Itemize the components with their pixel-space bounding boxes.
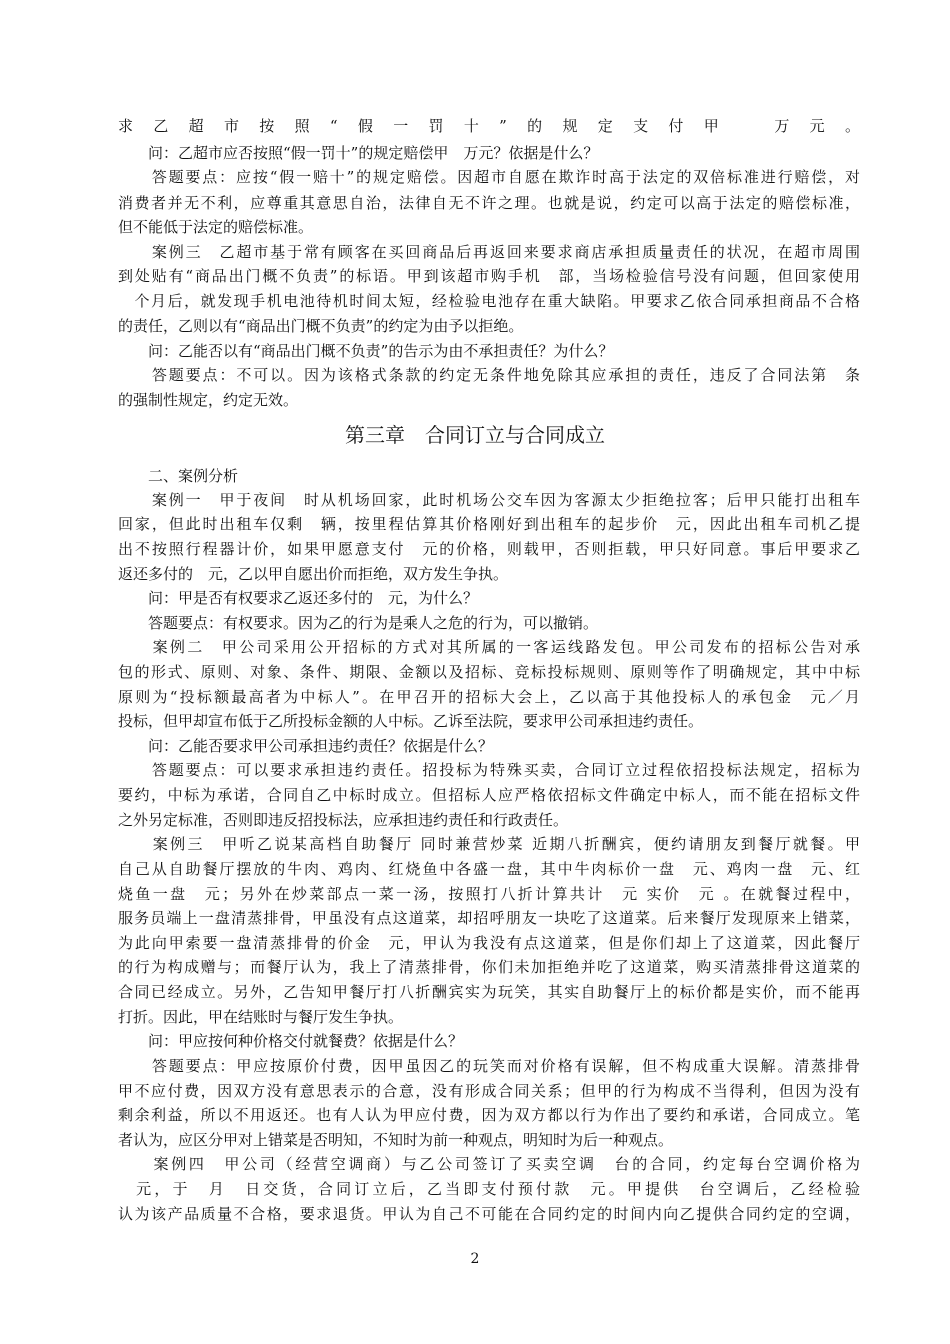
- text-line: 要约，中标为承诺，合同自乙中标时成立。但招标人应严格依招标文件确定中标人，而不能在招标文件: [118, 786, 860, 804]
- text-line: 打折。因此，甲在结账时与餐厅发生争执。: [118, 1008, 404, 1026]
- text-line: 消费者并无不利，应尊重其意思自治，法律自无不许之理。也就是说，约定可以高于法定的赔偿标准，: [118, 194, 860, 212]
- text-line: 合同已经成立。另外，乙告知甲餐厅打八折酬宾实为玩笑，其实自助餐厅上的标价都是实价，而不能再: [118, 983, 860, 1001]
- text-line: 烧鱼一盘 元；另外在炒菜部点一菜一汤，按照打八折计算共计 元 实价 元 。在就餐过程中，: [118, 885, 860, 903]
- text-line: 返还多付的 元，乙以甲自愿出价而拒绝，双方发生争执。: [118, 565, 509, 583]
- text-line: 元，于 月 日交货，合同订立后，乙当即支付预付款 元。甲提供 台空调后，乙经检验: [118, 1180, 860, 1198]
- text-line: 问：乙能否以有“商品出门概不负责”的告示为由不承担责任？为什么？: [118, 342, 614, 360]
- text-line: 的责任，乙则以有“商品出门概不负责”的约定为由予以拒绝。: [118, 317, 524, 335]
- text-line: 案例三 甲听乙说某高档自助餐厅 同时兼营炒菜 近期八折酬宾，便约请朋友到餐厅就餐。甲: [118, 835, 860, 853]
- text-line: 问：乙超市应否按照“假一罚十”的规定赔偿甲 万元？依据是什么？: [118, 144, 599, 162]
- text-line: 的行为构成赠与；而餐厅认为，我上了清蒸排骨，你们未加拒绝并吃了这道菜，购买清蒸排骨这道菜的: [118, 958, 860, 976]
- text-line: 案例二 甲公司采用公开招标的方式对其所属的一客运线路发包。甲公司发布的招标公告对承: [118, 638, 860, 656]
- text-line: 问：甲是否有权要求乙返还多付的 元，为什么？: [118, 589, 479, 607]
- section-heading: 二、案例分析: [118, 467, 239, 485]
- text-line: 为此向甲索要一盘清蒸排骨的价金 元，甲认为我没有点这道菜，但是你们却上了这道菜，因此餐厅: [118, 934, 860, 952]
- text-line: 服务员端上一盘清蒸排骨，甲虽没有点这道菜，却招呼朋友一块吃了这道菜。后来餐厅发现原来上错菜，: [118, 909, 860, 927]
- text-line: 回家，但此时出租车仅剩 辆，按里程估算其价格刚好到出租车的起步价 元，因此出租车司机乙提: [118, 515, 860, 533]
- text-line: 的强制性规定，约定无效。: [118, 391, 299, 409]
- text-line: 包的形式、原则、对象、条件、期限、金额以及招标、竞标投标规则、原则等作了明确规定，其中中标: [118, 663, 860, 681]
- text-line: 问：乙能否要求甲公司承担违约责任？依据是什么？: [118, 737, 494, 755]
- text-line: 者认为，应区分甲对上错菜是否明知，不知时为前一种观点，明知时为后一种观点。: [118, 1131, 674, 1149]
- text-line: 案例四 甲公司（经营空调商）与乙公司签订了买卖空调 台的合同，约定每台空调价格为: [118, 1155, 860, 1173]
- text-line: 个月后，就发现手机电池待机时间太短，经检验电池存在重大缺陷。甲要求乙依合同承担商品不合格: [118, 292, 860, 310]
- chapter-title: 第三章 合同订立与合同成立: [345, 423, 605, 447]
- text-line: 答题要点：可以要求承担违约责任。招投标为特殊买卖，合同订立过程依招投标法规定，招标为: [118, 761, 860, 779]
- text-line: 到处贴有“商品出门概不负责”的标语。甲到该超市购手机 部，当场检验信号没有问题，但回家使用: [118, 267, 860, 285]
- text-line: 甲不应付费，因双方没有意思表示的合意，没有形成合同关系；但甲的行为构成不当得利，但因为没有: [118, 1082, 860, 1100]
- text-line: 认为该产品质量不合格，要求退货。甲认为自己不可能在合同约定的时间内向乙提供合同约定的空调，: [118, 1205, 860, 1223]
- text-line: 剩余利益，所以不用返还。也有人认为甲应付费，因为双方都以行为作出了要约和承诺，合同成立。笔: [118, 1106, 860, 1124]
- text-line: 但不能低于法定的赔偿标准。: [118, 218, 314, 236]
- text-line: 自己从自助餐厅摆放的牛肉、鸡肉、红烧鱼中各盛一盘，其中牛肉标价一盘 元、鸡肉一盘 元、红: [118, 860, 860, 878]
- text-line: 案例一 甲于夜间 时从机场回家，此时机场公交车因为客源太少拒绝拉客；后甲只能打出租车: [118, 491, 860, 509]
- text-line: 问：甲应按何种价格交付就餐费？依据是什么？: [118, 1032, 464, 1050]
- page-number: 2: [470, 1251, 480, 1267]
- text-line: 答题要点：应按“假一赔十”的规定赔偿。因超市自愿在欺诈时高于法定的双倍标准进行赔偿，对: [118, 168, 860, 186]
- text-line: 投标，但甲却宣布低于乙所投标金额的人中标。乙诉至法院，要求甲公司承担违约责任。: [118, 712, 704, 730]
- text-line: 之外另定标准，否则即违反招投标法，应承担违约责任和行政责任。: [118, 811, 569, 829]
- text-line: 答题要点：甲应按原价付费，因甲虽因乙的玩笑而对价格有误解，但不构成重大误解。清蒸排骨: [118, 1057, 860, 1075]
- text-line: 答题要点：不可以。因为该格式条款的约定无条件地免除其应承担的责任，违反了合同法第 条: [118, 366, 860, 384]
- text-line: 求乙超市按照“假一罚十”的规定支付甲 万元。: [118, 117, 860, 135]
- text-line: 出不按照行程器计价，如果甲愿意支付 元的价格，则载甲，否则拒载，甲只好同意。事后甲要求乙: [118, 540, 860, 558]
- text-line: 原则为“投标额最高者为中标人”。在甲召开的招标大会上，乙以高于其他投标人的承包金 元／月: [118, 688, 860, 706]
- text-line: 案例三 乙超市基于常有顾客在买回商品后再返回来要求商店承担质量责任的状况，在超市周围: [118, 243, 860, 261]
- text-line: 答题要点：有权要求。因为乙的行为是乘人之危的行为，可以撤销。: [118, 614, 599, 632]
